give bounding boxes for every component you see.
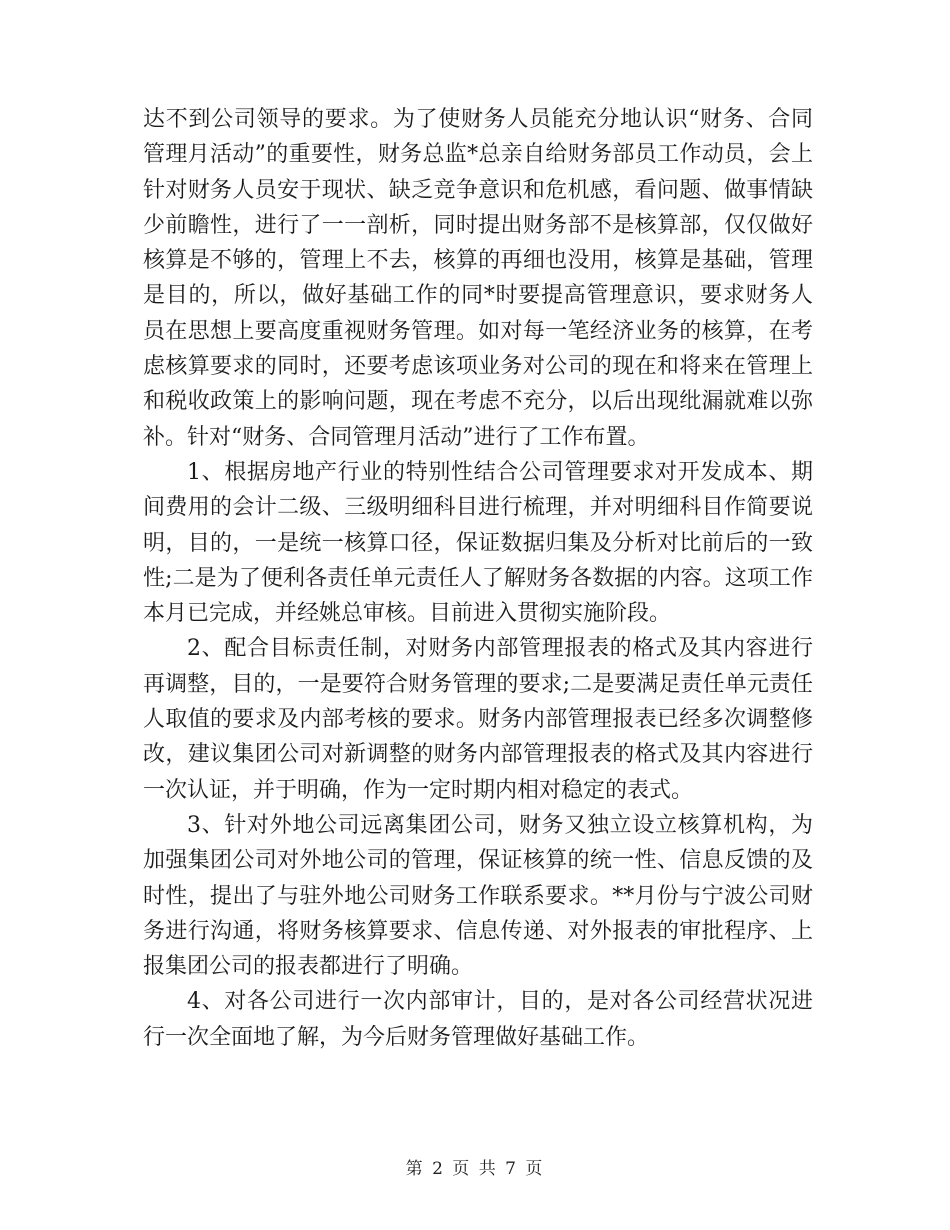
paragraph-item-4: 4、对各公司进行一次内部审计，目的，是对各公司经营状况进行一次全面地了解，为今后财务管理做好基础工作。 (143, 989, 813, 1050)
paragraph-item-2: 2、配合目标责任制，对财务内部管理报表的格式及其内容进行再调整，目的，一是要符合财务管理的要求;二是要满足责任单元责任人取值的要求及内部考核的要求。财务内部管理报表已经多次调整修改，建议集团公司对新调整的财务内部管理报表的格式及其内容进行一次认证，并于明确，作为一定时期内相对稳定的表式。 (143, 636, 813, 803)
document-body (143, 102, 813, 1055)
paragraph-continued: 达不到公司领导的要求。为了使财务人员能充分地认识“财务、合同管理月活动”的重要性，财务总监*总亲自给财务部员工作动员，会上针对财务人员安于现状、缺乏竞争意识和危机感，看问题、做事情缺少前瞻性，进行了一一剖析，同时提出财务部不是核算部，仅仅做好核算是不够的，管理上不去，核算的再细也没用，核算是基础，管理是目的，所以，做好基础工作的同*时要提高管理意识，要求财务人员在思想上要高度重视财务管理。如对每一笔经济业务的核算，在考虑核算要求的同时，还要考虑该项业务对公司的现在和将来在管理上和税收政策上的影响问题，现在考虑不充分，以后出现纰漏就难以弥补。针对“财务、合同管理月活动”进行了工作布置。 (143, 107, 813, 450)
paragraph-item-1: 1、根据房地产行业的特别性结合公司管理要求对开发成本、期间费用的会计二级、三级明细科目进行梳理，并对明细科目作简要说明，目的，一是统一核算口径，保证数据归集及分析对比前后的一致性;二是为了便利各责任单元责任人了解财务各数据的内容。这项工作本月已完成，并经姚总审核。目前进入贯彻实施阶段。 (143, 459, 813, 627)
paragraph-item-3: 3、针对外地公司远离集团公司，财务又独立设立核算机构，为加强集团公司对外地公司的管理，保证核算的统一性、信息反馈的及时性，提出了与驻外地公司财务工作联系要求。**月份与宁波公司财务进行沟通，将财务核算要求、信息传递、对外报表的审批程序、上报集团公司的报表都进行了明确。 (143, 812, 813, 980)
page-number-footer: 第 2 页 共 7 页 (405, 1159, 545, 1179)
